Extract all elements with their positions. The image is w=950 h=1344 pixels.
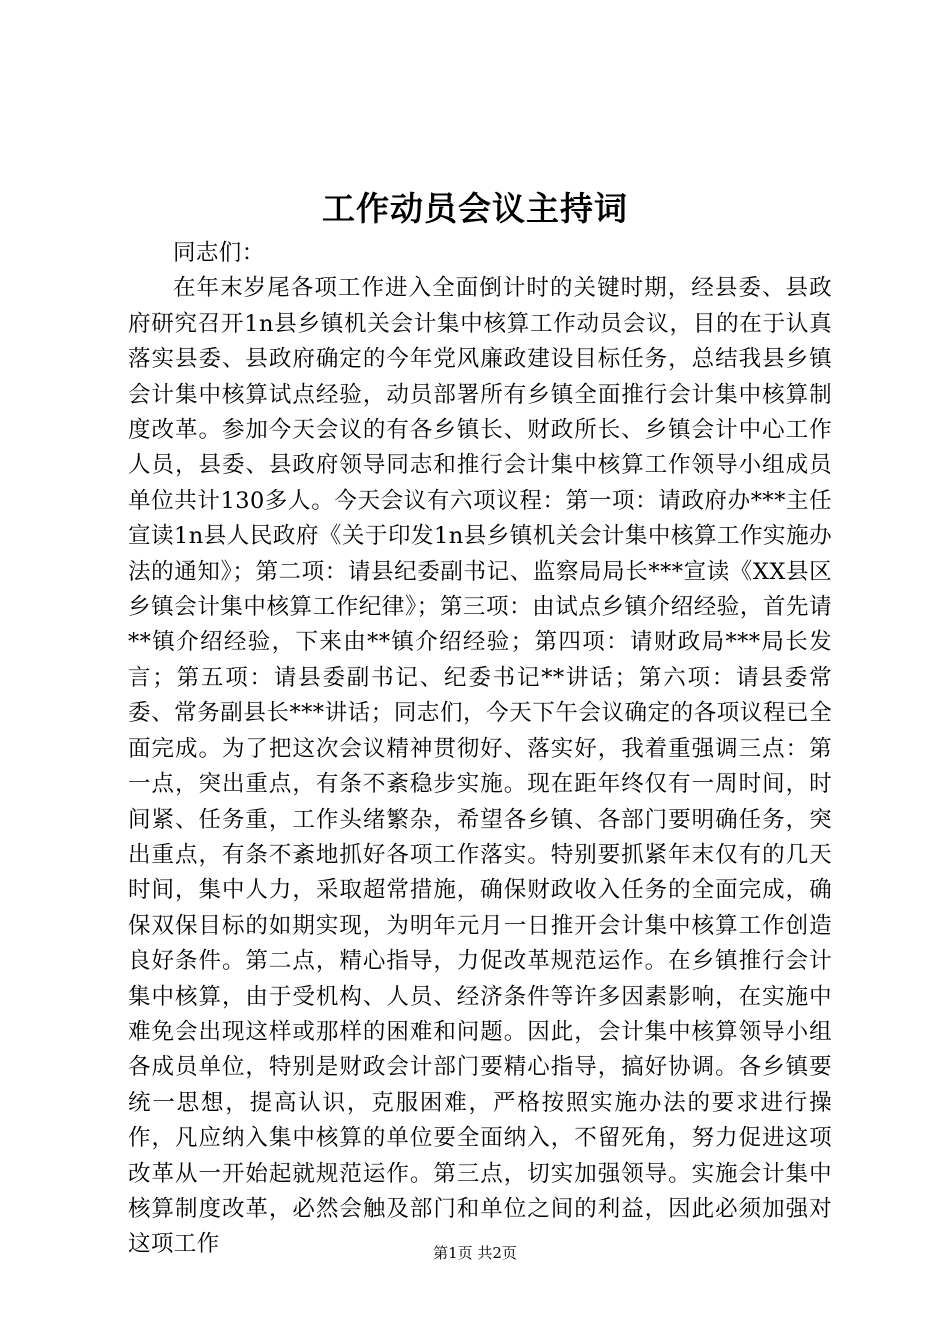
page-number: 第1页 共2页 (433, 1244, 517, 1262)
salutation: 同志们： (173, 240, 265, 266)
document-body (128, 236, 832, 1263)
body-paragraph: 在年末岁尾各项工作进入全面倒计时的关键时期，经县委、县政府研究召开1n县乡镇机关会计集中核算工作动员会议，目的在于认真落实县委、县政府确定的今年党风廉政建设目标任务，总结我县乡镇会计集中核算试点经验，动员部署所有乡镇全面推行会计集中核算制度改革。参加今天会议的有各乡镇长、财政所长、乡镇会计中心工作人员，县委、县政府领导同志和推行会计集中核算工作领导小组成员单位共计130多人。今天会议有六项议程：第一项：请政府办***主任宣读1n县人民政府《关于印发1n县乡镇机关会计集中核算工作实施办法的通知》；第二项：请县纪委副书记、监察局局长***宣读《XX县区乡镇会计集中核算工作纪律》；第三项：由试点乡镇介绍经验，首先请**镇介绍经验，下来由**镇介绍经验；第四项：请财政局***局长发言；第五项：请县委副书记、纪委书记**讲话；第六项：请县委常委、常务副县长***讲话；同志们，今天下午会议确定的各项议程已全面完成。为了把这次会议精神贯彻好、落实好，我着重强调三点：第一点，突出重点，有条不紊稳步实施。现在距年终仅有一周时间，时间紧、任务重，工作头绪繁杂，希望各乡镇、各部门要明确任务，突出重点，有条不紊地抓好各项工作落实。特别要抓紧年末仅有的几天时间，集中人力，采取超常措施，确保财政收入任务的全面完成，确保双保目标的如期实现，为明年元月一日推开会计集中核算工作创造良好条件。第二点，精心指导，力促改革规范运作。在乡镇推行会计集中核算，由于受机构、人员、经济条件等许多因素影响，在实施中难免会出现这样或那样的困难和问题。因此，会计集中核算领导小组各成员单位，特别是财政会计部门要精心指导，搞好协调。各乡镇要统一思想，提高认识，克服困难，严格按照实施办法的要求进行操作，凡应纳入集中核算的单位要全面纳入，不留死角，努力促进这项改革从一开始起就规范运作。第三点，切实加强领导。实施会计集中核算制度改革，必然会触及部门和单位之间的利益，因此必须加强对这项工作 (128, 275, 832, 1258)
document-title: 工作动员会议主持词 (322, 189, 628, 228)
